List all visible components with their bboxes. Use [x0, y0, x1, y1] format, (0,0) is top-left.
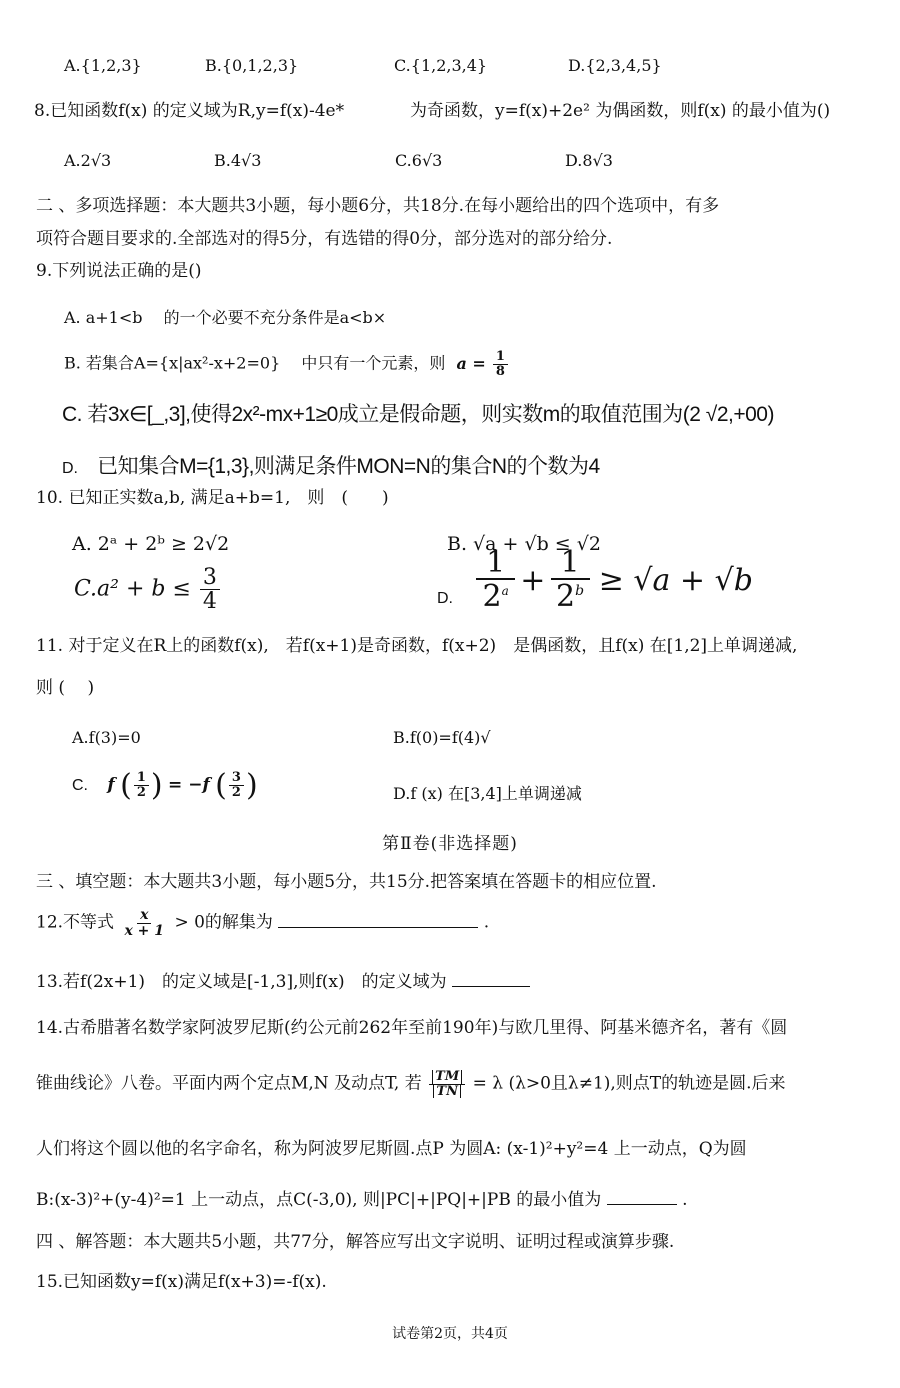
q9-option-b-fraction — [493, 350, 508, 378]
q11-option-c-f1: f — [107, 775, 115, 795]
q15-stem: 15.已知函数y=f(x)满足f(x+3)=-f(x). — [36, 1272, 327, 1292]
q10-option-c-denominator: 4 — [202, 589, 217, 615]
q9-option-d: 已知集合M={1,3},则满足条件MON=N的集合N的个数为4 — [97, 455, 600, 478]
section3-heading: 三 、填空题：本大题共3小题，每小题5分，共15分.把答案填在答题卡的相应位置. — [36, 872, 657, 892]
q10-option-c-fraction — [200, 566, 220, 613]
q14-line3: 人们将这个圆以他的名字命名，称为阿波罗尼斯圆.点P 为圆A: (x-1)²+y²=4 上一动点，Q为圆 — [36, 1139, 747, 1159]
q10-option-d-numerator2: 1 — [551, 548, 590, 580]
q12 — [36, 908, 489, 938]
q11-option-c-paren1-open: ( — [120, 768, 132, 803]
q8-option-a: A.2√3 — [64, 151, 112, 170]
q9-option-b-numerator: 1 — [493, 350, 508, 365]
section4-heading: 四 、解答题：本大题共5小题，共77分，解答应写出文字说明、证明过程或演算步骤. — [36, 1232, 675, 1252]
q12-answer-blank[interactable] — [278, 909, 478, 928]
q10-option-d-base2: 2 — [556, 579, 576, 614]
q11-option-d: D.f (x) 在[3,4]上单调递减 — [393, 784, 582, 803]
q8-stem-continued: 为奇函数，y=f(x)+2e² 为偶函数，则f(x) 的最小值为() — [410, 101, 831, 121]
q12-end: . — [483, 912, 490, 933]
q14-ratio-fraction — [429, 1070, 465, 1098]
q10-option-c-expr: C.a² + b ≤ — [74, 576, 191, 602]
q11-option-c-paren2-open: ( — [215, 768, 227, 803]
q10-option-d-numerator1: 1 — [476, 548, 515, 580]
q11-option-c-eq: = −f — [168, 775, 210, 795]
q14-answer-blank[interactable] — [607, 1186, 677, 1205]
q13-text: 13.若f(2x+1) 的定义域是[-1,3],则f(x) 的定义域为 — [36, 972, 447, 992]
q9-option-b-text: B. 若集合A={x|ax²-x+2=0} 中只有一个元素，则 — [64, 353, 446, 373]
q11-option-c-paren1-close: ) — [150, 768, 163, 803]
q12-fraction — [121, 908, 167, 938]
q10-option-d-plus: + — [520, 563, 546, 598]
q14-line2-prefix: 锥曲线论》八卷。平面内两个定点M,N 及动点T, 若 — [36, 1073, 422, 1094]
q10-option-a: A. 2ᵃ + 2ᵇ ≥ 2√2 — [72, 533, 230, 555]
q9-stem: 9.下列说法正确的是() — [36, 261, 202, 281]
q11-option-c-denominator1: 2 — [136, 785, 146, 800]
q9-option-b-var: a = — [456, 353, 486, 373]
q8-stem: 8.已知函数f(x) 的定义域为R,y=f(x)-4e* — [34, 101, 345, 121]
q11-option-c-fraction2 — [229, 771, 244, 799]
q11-option-b: B.f(0)=f(4)√ — [393, 728, 491, 747]
section2-heading-line1: 二 、多项选择题：本大题共3小题，每小题6分，共18分.在每小题给出的四个选项中，有多 — [36, 196, 720, 216]
q11-stem: 11. 对于定义在R上的函数f(x), 若f(x+1)是奇函数，f(x+2) 是偶函数，且f(x) 在[1,2]上单调递减, — [36, 636, 798, 656]
q13-answer-blank[interactable] — [452, 968, 530, 987]
q9-option-c: C. 若3x∈[_,3],使得2x²-mx+1≥0成立是假命题，则实数m的取值范围为(2 √2,+00) — [62, 403, 774, 426]
q9-option-a: A. a+1<b 的一个必要不充分条件是a<b× — [64, 308, 387, 327]
page-footer: 试卷第2页，共4页 — [392, 1326, 508, 1342]
q9-option-d-label: D. — [62, 460, 78, 477]
q12-suffix: > 0的解集为 — [174, 912, 273, 933]
q14-line1: 14.古希腊著名数学家阿波罗尼斯(约公元前262年至前190年)与欧几里得、阿基米德齐名，著有《圆 — [36, 1018, 788, 1038]
q11-option-c — [72, 768, 258, 803]
q14-ratio-numerator: TM — [432, 1070, 462, 1084]
q11-stem-continued: 则 ( ) — [36, 678, 95, 698]
q14-ratio-denominator: TN — [433, 1085, 461, 1099]
q14-line2-suffix: = λ (λ>0且λ≠1),则点T的轨迹是圆.后来 — [472, 1073, 786, 1094]
q10-option-c-numerator: 3 — [200, 566, 220, 590]
q11-option-c-paren2-close: ) — [245, 768, 258, 803]
q10-option-d-tail: ≥ √a + √b — [598, 563, 753, 598]
q8-option-d: D.8√3 — [565, 151, 613, 170]
q9-option-b — [64, 350, 510, 378]
q8-option-c: C.6√3 — [395, 151, 443, 170]
q14-line2 — [36, 1070, 786, 1098]
q13 — [36, 968, 530, 992]
q14-line4 — [36, 1186, 687, 1210]
q9-option-b-denominator: 8 — [495, 363, 505, 379]
q11-option-c-denominator2: 2 — [231, 785, 241, 800]
q14-line4-end: . — [682, 1190, 688, 1210]
q10-stem: 10. 已知正实数a,b, 满足a+b=1, 则 ( ) — [36, 488, 389, 508]
q10-option-d — [437, 545, 753, 614]
q10-option-b: B. √a + √b ≤ √2 — [447, 533, 601, 555]
q7-option-a: A.{1,2,3} — [64, 56, 142, 75]
q11-option-c-numerator2: 3 — [229, 771, 244, 786]
q10-option-d-base1: 2 — [482, 579, 502, 614]
q10-option-d-label: D. — [437, 590, 453, 607]
q10-option-d-exp1: a — [501, 584, 509, 598]
q7-option-d: D.{2,3,4,5} — [568, 56, 662, 75]
q12-denominator: x + 1 — [124, 922, 165, 939]
section2-heading-line2: 项符合题目要求的.全部选对的得5分，有选错的得0分，部分选对的部分给分. — [36, 229, 613, 249]
q14-line4-text: B:(x-3)²+(y-4)²=1 上一动点，点C(-3,0), 则|PC|+|PQ|+|PB 的最小值为 — [36, 1190, 602, 1210]
q12-prefix: 12.不等式 — [36, 912, 115, 933]
part2-title: 第Ⅱ卷(非选择题) — [382, 834, 518, 854]
q10-option-d-fraction2 — [551, 545, 590, 614]
q7-option-c: C.{1,2,3,4} — [394, 56, 488, 75]
q11-option-c-fraction1 — [134, 771, 149, 799]
q10-option-c — [74, 566, 222, 613]
q7-option-b: B.{0,1,2,3} — [205, 56, 299, 75]
q9-option-d-row — [62, 450, 600, 480]
q12-numerator: x — [137, 908, 151, 924]
q11-option-a: A.f(3)=0 — [72, 728, 141, 747]
q11-option-c-numerator1: 1 — [134, 771, 149, 786]
q10-option-d-exp2: b — [575, 583, 585, 599]
q10-option-d-fraction1 — [476, 545, 515, 614]
q11-option-c-label: C. — [72, 777, 88, 794]
q8-option-b: B.4√3 — [214, 151, 262, 170]
